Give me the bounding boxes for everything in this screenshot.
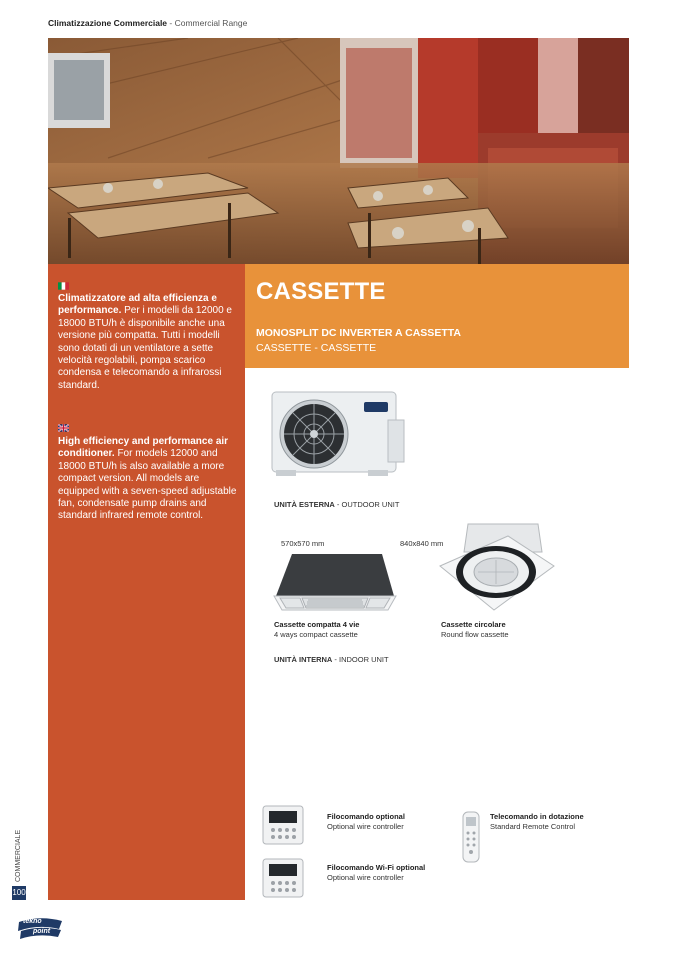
teknopoint-logo: [16, 916, 64, 940]
round-cassette-name-it: Cassette circolare: [441, 620, 506, 629]
header-range: Commercial Range: [174, 18, 248, 28]
remote-control-title: Telecomando in dotazione: [490, 812, 584, 821]
outdoor-unit-image: [268, 390, 408, 480]
hero-photo: [48, 38, 629, 264]
description-it-heading: Climatizzatore ad alta efficienza e performance.: [58, 293, 217, 317]
remote-control-desc: Standard Remote Control: [490, 821, 576, 831]
outdoor-unit-label: [274, 500, 399, 509]
header-separator: -: [167, 18, 175, 28]
round-cassette-name-en: Round flow cassette: [441, 629, 509, 639]
description-en-heading: High efficiency and performance air conditioner.: [58, 436, 229, 460]
remote-control-image: [461, 811, 481, 863]
page-number: 100: [12, 886, 26, 900]
logo-line1: tekno: [23, 918, 42, 925]
indoor-unit-label: [274, 655, 389, 664]
page-header: [48, 18, 247, 28]
outdoor-unit-label-it: UNITÀ ESTERNA: [274, 500, 335, 509]
italian-flag-icon: [58, 282, 69, 290]
description-english: [58, 436, 238, 523]
compact-cassette-image: [272, 552, 397, 614]
description-it-body: Per i modelli da 12000 e 18000 BTU/h è disponibile anche una versione più compatta. Tutti i modelli sono dotati di un ventilatore a sette velocità regolabili, pompa scarico condensa e telecomando a infrarossi standard.: [58, 305, 232, 391]
remote-control-caption: [490, 812, 584, 831]
compact-cassette-name-en: 4 ways compact cassette: [274, 629, 358, 639]
header-brand: Climatizzazione Commerciale: [48, 18, 168, 28]
wifi-controller-desc: Optional wire controller: [327, 872, 404, 882]
wired-controller-caption: [327, 812, 405, 831]
subtitle-italian: MONOSPLIT DC INVERTER A CASSETTA: [256, 327, 461, 339]
uk-flag-icon: [58, 424, 69, 432]
compact-cassette-caption: [274, 620, 359, 639]
round-cassette-image: [438, 522, 556, 614]
indoor-unit-label-en: - INDOOR UNIT: [332, 655, 389, 664]
compact-cassette-size: 570x570 mm: [281, 539, 325, 548]
wired-controller-title: Filocomando optional: [327, 812, 405, 821]
section-label-text: COMMERCIALE: [15, 829, 22, 882]
round-cassette-size: 840x840 mm: [400, 539, 444, 548]
wifi-controller-image: [262, 858, 304, 898]
wired-controller-image: [262, 805, 304, 845]
description-panel: [48, 264, 245, 900]
description-italian: [58, 293, 238, 392]
indoor-unit-label-it: UNITÀ INTERNA: [274, 655, 333, 664]
page-title: CASSETTE: [256, 278, 386, 305]
subtitle-english: CASSETTE - CASSETTE: [256, 342, 377, 354]
round-cassette-caption: [441, 620, 509, 639]
compact-cassette-name-it: Cassette compatta 4 vie: [274, 620, 360, 629]
title-box: [245, 264, 629, 368]
logo-line2: point: [33, 928, 51, 935]
wired-controller-desc: Optional wire controller: [327, 821, 404, 831]
outdoor-unit-label-en: - OUTDOOR UNIT: [334, 500, 400, 509]
wifi-controller-caption: [327, 863, 425, 882]
description-en-body: For models 12000 and 18000 BTU/h is also available a more compact version. All models are equipped with a seven-speed adjustable fan, condensate pump drains and standard infrared remote control.: [58, 448, 237, 522]
section-label: [12, 829, 26, 884]
wifi-controller-title: Filocomando Wi-Fi optional: [327, 863, 426, 872]
